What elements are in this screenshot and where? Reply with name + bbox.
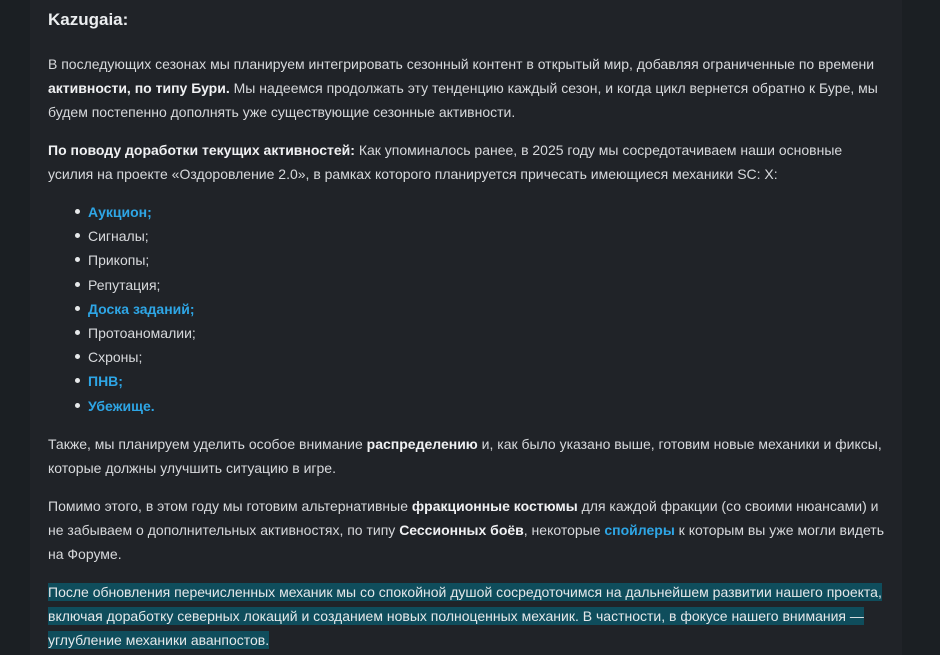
mechanics-list [48, 200, 890, 418]
mechanic-label: Схроны; [88, 349, 143, 366]
bullet-icon [75, 378, 80, 383]
mechanic-label: Сигналы; [88, 228, 149, 245]
bold-segment: активности, по типу Бури. [48, 80, 230, 96]
bullet-icon [75, 403, 80, 408]
text-segment: к которым вы уже могли видеть на Форуме. [48, 521, 884, 562]
text-segment: для каждой фракции (со своими нюансами) и не забываем о дополнительных активностях, по типу [48, 497, 879, 538]
bold-segment: По поводу доработки текущих активностей: [48, 142, 355, 158]
list-item[interactable] [48, 369, 890, 393]
list-item[interactable] [48, 200, 890, 224]
bullet-icon [75, 209, 80, 214]
paragraph-faction-suits [48, 494, 890, 566]
mechanic-link[interactable]: Аукцион; [88, 204, 152, 220]
forum-post [30, 0, 902, 655]
bullet-icon [75, 306, 80, 311]
bullet-icon [75, 330, 80, 335]
mechanic-label: Протоаномалии; [88, 325, 196, 342]
paragraph-distribution [48, 432, 890, 480]
list-item [48, 321, 890, 345]
bullet-icon [75, 257, 80, 262]
paragraph-highlighted-selection [48, 580, 890, 652]
post-content [48, 0, 890, 652]
list-item[interactable] [48, 297, 890, 321]
bullet-icon [75, 282, 80, 287]
spoilers-link[interactable]: спойлеры [604, 521, 675, 538]
list-item [48, 345, 890, 369]
bullet-icon [75, 354, 80, 359]
list-item [48, 224, 890, 248]
text-segment: Мы надеемся продолжать эту тенденцию каждый сезон, и когда цикл вернется обратно к Буре, мы будем постепенно дополнять уже существующие сезонные активности. [48, 80, 878, 120]
highlighted-text: После обновления перечисленных механик мы со спокойной душой сосредоточимся на дальнейшем развитии нашего проекта, включая доработку северных локаций и созданием новых полноценных механик. В частности, в фокусе нашего внимания — углубление механики аванпостов. [48, 583, 882, 648]
text-segment: Также, мы планируем уделить особое внимание [48, 435, 367, 452]
paragraph-current-activities [48, 138, 890, 186]
text-segment: В последующих сезонах мы планируем интегрировать сезонный контент в открытый мир, добавляя ограниченные по времени [48, 56, 875, 72]
text-segment: и, как было указано выше, готовим новые механики и фиксы, которые должны улучшить ситуацию в игре. [48, 435, 882, 476]
mechanic-link[interactable]: Доска заданий; [88, 300, 195, 317]
bold-segment: Сессионных боёв [399, 521, 524, 538]
list-item [48, 248, 890, 272]
bold-segment: фракционные костюмы [411, 497, 578, 514]
text-segment: Как упоминалось ранее, в 2025 году мы сосредотачиваем наши основные усилия на проекте «Оздоровление 2.0», в рамках которого планируется причесать имеющиеся механики SC: X: [48, 142, 843, 182]
paragraph-seasonal-content [48, 52, 890, 124]
mechanic-label: Репутация; [88, 276, 161, 293]
list-item [48, 273, 890, 297]
bold-segment: распределению [366, 435, 478, 452]
text-segment: , некоторые [523, 521, 605, 538]
bullet-icon [75, 233, 80, 238]
quote-author: Kazugaia: [48, 10, 129, 29]
text-segment: Помимо этого, в этом году мы готовим альтернативные [48, 497, 412, 514]
mechanic-link[interactable]: Убежище. [88, 397, 155, 414]
mechanic-link[interactable]: ПНВ; [88, 373, 123, 390]
mechanic-label: Прикопы; [88, 252, 150, 269]
list-item[interactable] [48, 394, 890, 418]
